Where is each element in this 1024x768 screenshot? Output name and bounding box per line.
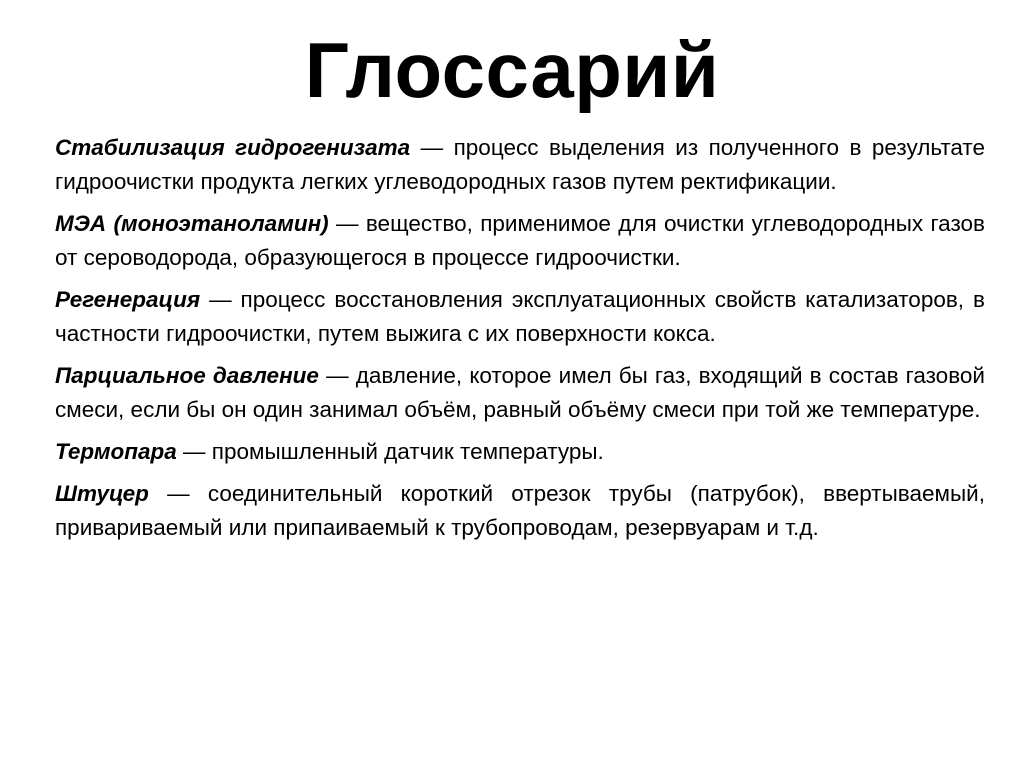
glossary-entry	[55, 435, 985, 469]
glossary-term: Стабилизация гидрогенизата	[55, 135, 411, 160]
glossary-entry	[55, 359, 985, 427]
glossary-entry	[55, 207, 985, 275]
glossary-definition: процесс восстановления эксплуатационных свойств катализаторов, в частности гидроочистки, путем выжига с их поверхности кокса.	[55, 287, 985, 346]
glossary-entry	[55, 131, 985, 199]
glossary-list	[55, 131, 985, 553]
glossary-term: Парциальное давление	[55, 363, 319, 388]
dash-separator: —	[420, 135, 444, 160]
glossary-term: МЭА (моноэтаноламин)	[55, 211, 329, 236]
glossary-entry	[55, 283, 985, 351]
glossary-definition: соединительный короткий отрезок трубы (патрубок), ввертываемый, привариваемый или припаиваемый к трубопроводам, резервуарам и т.д.	[55, 481, 985, 540]
glossary-definition: вещество, применимое для очистки углеводородных газов от сероводорода, образующегося в процессе гидроочистки.	[55, 211, 985, 270]
glossary-term: Термопара	[55, 439, 177, 464]
glossary-term: Штуцер	[55, 481, 149, 506]
glossary-definition: промышленный датчик температуры.	[211, 439, 604, 464]
glossary-definition: процесс выделения из полученного в результате гидроочистки продукта легких углеводородных газов путем ректификации.	[55, 135, 985, 194]
dash-separator: —	[336, 211, 359, 236]
dash-separator: —	[209, 287, 232, 312]
glossary-term: Регенерация	[55, 287, 201, 312]
page-title: Глоссарий	[304, 26, 720, 114]
dash-separator: —	[326, 363, 349, 388]
dash-separator: —	[167, 481, 190, 506]
glossary-entry	[55, 477, 985, 545]
glossary-definition: давление, которое имел бы газ, входящий в состав газовой смеси, если бы он один занимал объём, равный объёму смеси при той же температуре.	[55, 363, 985, 422]
dash-separator: —	[183, 439, 206, 464]
